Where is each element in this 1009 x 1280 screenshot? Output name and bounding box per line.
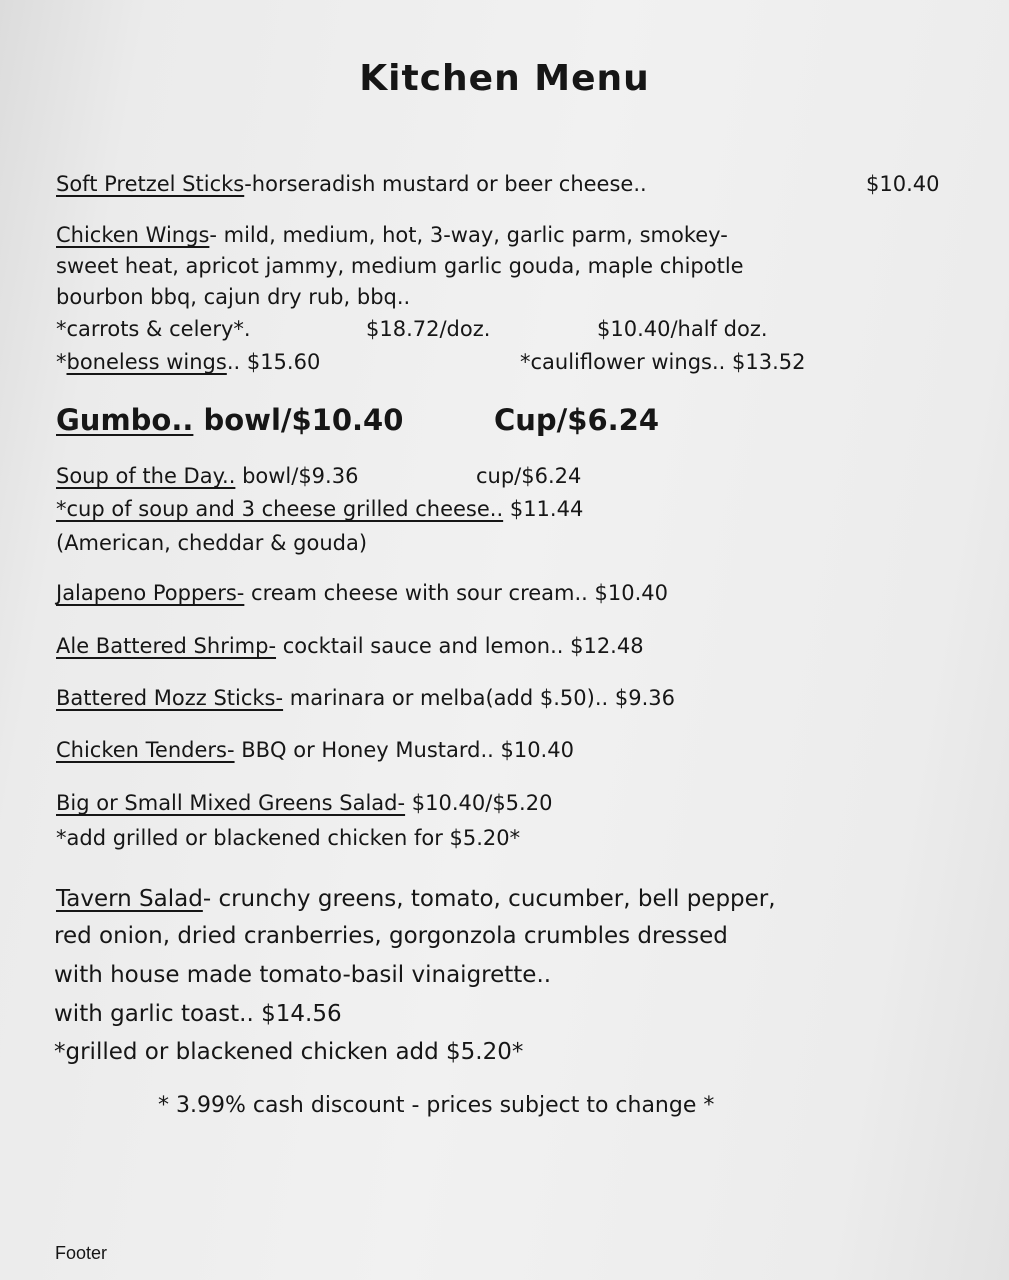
price-note: * 3.99% cash discount - prices subject to change * bbox=[158, 1093, 715, 1118]
item-desc: - crunchy greens, tomato, cucumber, bell pepper, bbox=[202, 886, 776, 912]
item-name: Chicken Tenders- bbox=[56, 738, 235, 762]
item-price: Cup/$6.24 bbox=[494, 403, 660, 437]
menu-item-shrimp bbox=[56, 632, 644, 660]
item-desc: BBQ or Honey Mustard.. $10.40 bbox=[234, 738, 574, 762]
menu-item-wings bbox=[56, 221, 728, 249]
item-name: boneless wings bbox=[66, 350, 227, 374]
item-desc: sweet heat, apricot jammy, medium garlic gouda, maple chipotle bbox=[56, 254, 744, 278]
menu-item-gumbo bbox=[56, 402, 403, 438]
menu-item-greens bbox=[56, 789, 552, 817]
menu-item-boneless bbox=[56, 348, 320, 376]
item-name: Gumbo.. bbox=[56, 403, 194, 437]
item-price: $11.44 bbox=[509, 497, 584, 521]
item-name: Soft Pretzel Sticks bbox=[56, 172, 245, 196]
item-price: cup/$6.24 bbox=[476, 464, 582, 488]
item-price: $10.40/$5.20 bbox=[405, 791, 553, 815]
menu-item-mozz bbox=[56, 684, 675, 712]
menu-item-tavern bbox=[56, 885, 776, 913]
item-desc: (American, cheddar & gouda) bbox=[56, 531, 368, 555]
item-note: *grilled or blackened chicken add $5.20* bbox=[54, 1039, 524, 1065]
item-name: Battered Mozz Sticks- bbox=[56, 686, 284, 710]
item-price: bowl/$10.40 bbox=[203, 403, 404, 437]
item-desc: -horseradish mustard or beer cheese.. bbox=[244, 172, 647, 196]
menu-item-poppers bbox=[56, 579, 668, 607]
item-desc: red onion, dried cranberries, gorgonzola crumbles dressed bbox=[54, 923, 728, 949]
footer: Footer bbox=[55, 1243, 108, 1263]
item-note: *add grilled or blackened chicken for $5.20* bbox=[56, 826, 521, 850]
item-price: with garlic toast.. $14.56 bbox=[54, 1001, 342, 1027]
asterisk: * bbox=[56, 350, 67, 374]
item-name: Big or Small Mixed Greens Salad- bbox=[56, 791, 406, 815]
item-name: *cup of soup and 3 cheese grilled cheese.. bbox=[56, 497, 504, 521]
item-name: Jalapeno Poppers- bbox=[56, 581, 245, 605]
item-desc: cream cheese with sour cream.. $10.40 bbox=[244, 581, 668, 605]
item-note: *carrots & celery*. bbox=[56, 317, 251, 341]
item-desc: bourbon bbq, cajun dry rub, bbq.. bbox=[56, 285, 411, 309]
item-desc: cocktail sauce and lemon.. $12.48 bbox=[276, 634, 644, 658]
item-price: $10.40/half doz. bbox=[597, 317, 768, 341]
item-price: $10.40 bbox=[866, 172, 940, 196]
menu-item-soup bbox=[56, 462, 358, 490]
menu-item-cauliflower: *cauliflower wings.. $13.52 bbox=[520, 350, 806, 374]
item-name: Ale Battered Shrimp- bbox=[56, 634, 277, 658]
item-price: .. $15.60 bbox=[226, 350, 321, 374]
item-name: Tavern Salad bbox=[56, 886, 203, 912]
item-desc: with house made tomato-basil vinaigrette.. bbox=[54, 962, 552, 988]
item-price: $18.72/doz. bbox=[366, 317, 491, 341]
menu-item-soup-combo bbox=[56, 495, 583, 523]
item-desc: marinara or melba(add $.50).. $9.36 bbox=[283, 686, 675, 710]
item-name: Chicken Wings bbox=[56, 223, 210, 247]
page-title: Kitchen Menu bbox=[359, 58, 650, 99]
menu-item-pretzel bbox=[56, 170, 647, 198]
menu-item-tenders bbox=[56, 736, 574, 764]
item-desc: - mild, medium, hot, 3-way, garlic parm, smokey- bbox=[209, 223, 728, 247]
item-price: bowl/$9.36 bbox=[242, 464, 359, 488]
item-name: Soup of the Day.. bbox=[56, 464, 236, 488]
